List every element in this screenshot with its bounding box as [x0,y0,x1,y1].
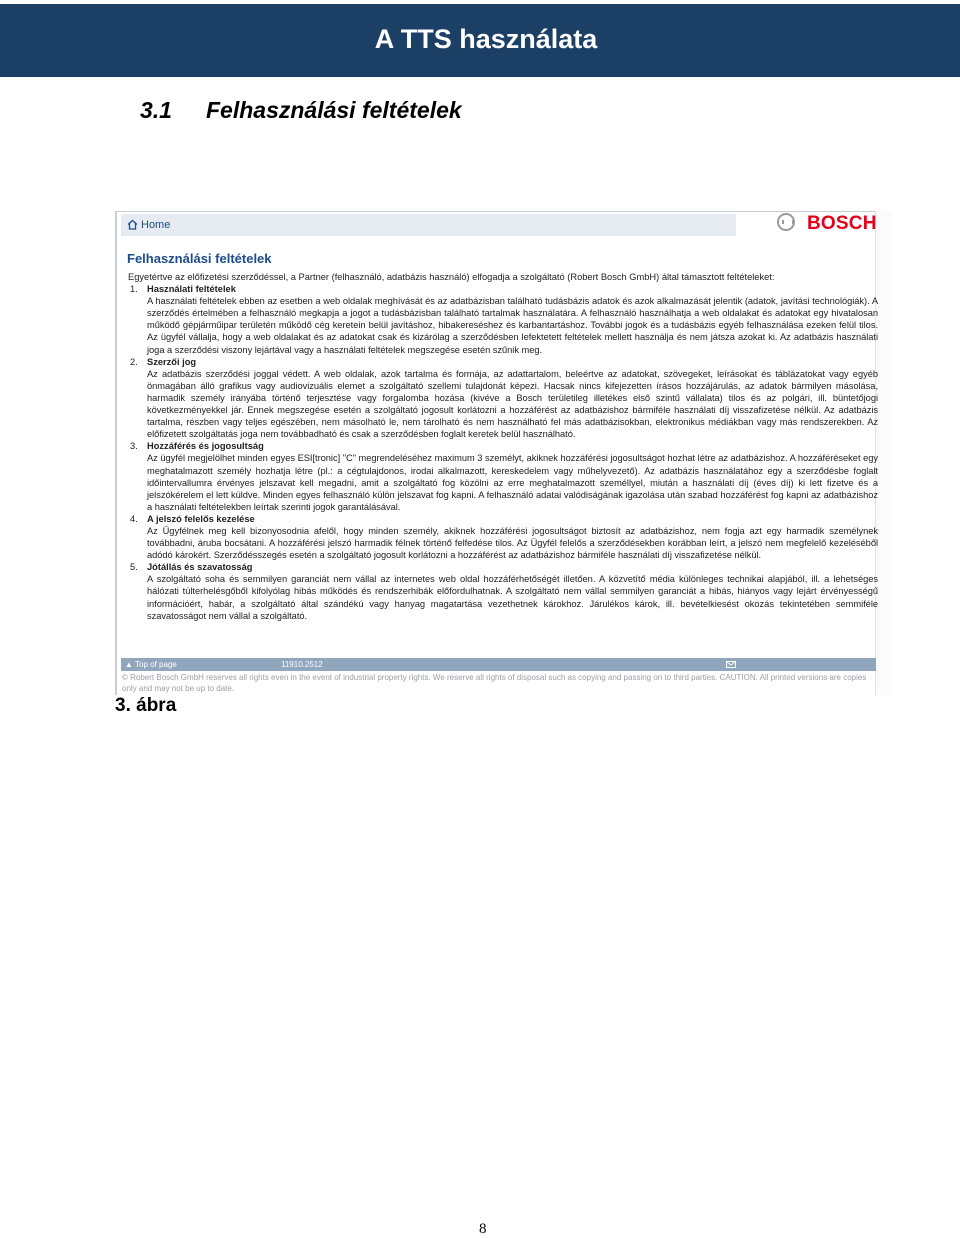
footer-bar [121,658,876,671]
item-number: 3. [130,441,138,452]
section-number: 3.1 [140,97,172,123]
section-heading [140,95,462,125]
terms-content [128,271,878,622]
top-of-page-link[interactable]: ▲ Top of page [125,660,177,669]
terms-item-1 [128,283,878,356]
item-title: Hozzáférés és jogosultság [147,441,264,452]
section-title: Felhasználási feltételek [206,97,462,123]
document-id: 11910.2512 [281,660,323,669]
frame-top [115,211,892,212]
terms-item-5 [128,561,878,621]
item-body: Az Ügyfélnek meg kell bizonyosodnia afelől, hogy minden személy, akiknek hozzáférési jogosultságot biztosít az adatbázishoz, nem fogja azt egy harmadik személynek továbbadni, áruba bocsátani. A hozzáférési jelszó harmadik félnek történő felfedése tilos. Az Ügyfél felelős a szerződésekben korábban leírt, a jelszó nem megfelelő kezeléséből adódó károkért. Szerződésszegés esetén a szolgáltató jogosult korlátozni a hozzáférést az adatbázishoz bármiféle használati díj visszafizetése nélkül. [147,525,878,561]
home-link[interactable]: Home [141,219,171,231]
item-title: Szerzői jog [147,356,197,367]
top-of-page-label: Top of page [135,660,177,669]
item-body: A használati feltételek ebben az esetben a web oldalak meghívását és az adatbázisban található tudásbázis adatok és azok alkalmazását jelentik (adatok, javítási technológiák). A szerződés értelmében a felhasználó megkapja a jogot a tudásbázisban található tartalmak használatára. A felhasználó használhatja a web oldalakat és adatokat egy hivatalosan működő gépjárműipar területén működő cég keretein belül javításhoz, hibakereséshez és karbantartáshoz. További jogok és a tudásbázis egyéb felhasználása ezeken felül tilos. Az ügyfél vállalja, hogy a web oldalakat és az adatokat csak és kizárólag a szerződésben lefektetett feltételek mellett használja és nem játsza azokat ki. Az adatbázis használati joga a szerződési viszony lejártával vagy a használati feltételek megszegése esetén szűnik meg. [147,296,878,355]
bosch-logo [777,212,877,236]
item-number: 2. [130,356,138,367]
item-number: 4. [130,513,138,524]
page-title: Felhasználási feltételek [127,251,272,266]
bosch-armature-icon [777,213,795,231]
figure-caption: 3. ábra [115,695,177,716]
page-number: 8 [479,1221,487,1237]
home-icon [127,219,138,230]
home-navbar [121,214,736,236]
item-title: Használati feltételek [147,284,236,295]
terms-item-4 [128,513,878,561]
copyright-notice: © Robert Bosch GmbH reserves all rights even in the event of industrial property rights. We reserve all rights of disposal such as copying and passing on to third parties. CAUTION: All printed versions are copies only and may not be up to date. [122,673,867,693]
header-title: A TTS használata [374,24,598,54]
item-title: Jótállás és szavatosság [147,562,253,573]
bosch-wordmark: BOSCH [807,213,877,234]
frame-left [115,211,117,695]
item-number: 1. [130,284,138,295]
item-body: Az ügyfél megjelölhet minden egyes ESI[tronic] "C" megrendeléséhez maximum 3 személyt, akiknek hozzáférési jogosultságot hozhat létre az adatbázishoz. A hozzáféréseket egy meghatalmazott személy hozhatja létre (pl.: a cégtulajdonos, irodai alkalmazott, kereskedelem vagy műhelyvezető). Az adatbázis használatához egy a szerződésbe foglalt időintervallumra érvényes jelszavat kell megadni, amit a szolgáltató fog közölni az erre meghatalmazott személlyel, miután a használati díj (éves díj) ki lett fizetve és a jelszókérelem el lett küldve. Minden egyes felhasználó külön jelszavat fog kapni. A felhasználó adatai valódiságának igazolása után szabad hozzáférést fog kapni az adatbázishoz a használati feltételekben leírtak szerinti jogok garantálásával. [147,453,878,512]
item-number: 5. [130,562,138,573]
item-body: Az adatbázis szerződési joggal védett. A web oldalak, azok tartalma és formája, az adattartalom, beleértve az adatokat, szövegeket, leírásokat és táblázatokat vagy egyéb önmagában álló grafikus vagy audiovizuális elemet a szolgáltató szellemi tulajdonát képezi. Hacsak nincs kifejezetten írásos hozzájárulás, az adatok bármilyen másolása, harmadik személy irányába történő terjesztése vagy forgalomba hozása (kivéve a Bosch területileg illetékes első szintű vállalata) tilos és az polgári, ill. büntetőjogi következményekkel jár. Ennek megszegése esetén a szolgáltató jogosult korlátozni a hozzáférést az adatbázishoz bármiféle használati díj visszafizetése nélkül. Az adatbázis tartalma, részben vagy teljes egészében, nem másolható le, nem tárolható és nem használható fel más adatbázisokban, elektronikus médiákban vagy más rendszerekben. Az előfizetett szolgáltatás joga nem továbbadható és csak a szerződésben foglalt keretek belül használható. [147,368,878,440]
terms-intro: Egyetértve az előfizetési szerződéssel, a Partner (felhasználó, adatbázis használó) elfogadja a szolgáltató (Robert Bosch GmbH) által támasztott feltételeket: [128,272,775,282]
terms-item-3 [128,440,878,513]
terms-screenshot [115,211,892,695]
mail-icon[interactable] [726,661,736,668]
item-body: A szolgáltató soha és semmilyen garanciát nem vállal az internetes web oldal hozzáférhetőségét illetően. A közvetítő média különleges technikai alapjából, ill. a lehetséges hálózati túlterhelésgőből kifolyólag hibás működés és rendszerhibák előfordulhatnak. A szolgáltató nem vállal semmilyen garanciát a hibás, hiányos vagy lejárt érvényességű információért, habár, a szolgáltató által szándékú vagy hanyag magatartása vezethetnek károkhoz. Járulékos károk, ill. bevételkiesést okozás tekintetében semmiféle szavatosságot nem vállal a szolgáltató. [147,574,878,621]
item-title: A jelszó felelős kezelése [147,513,255,524]
terms-item-2 [128,356,878,441]
